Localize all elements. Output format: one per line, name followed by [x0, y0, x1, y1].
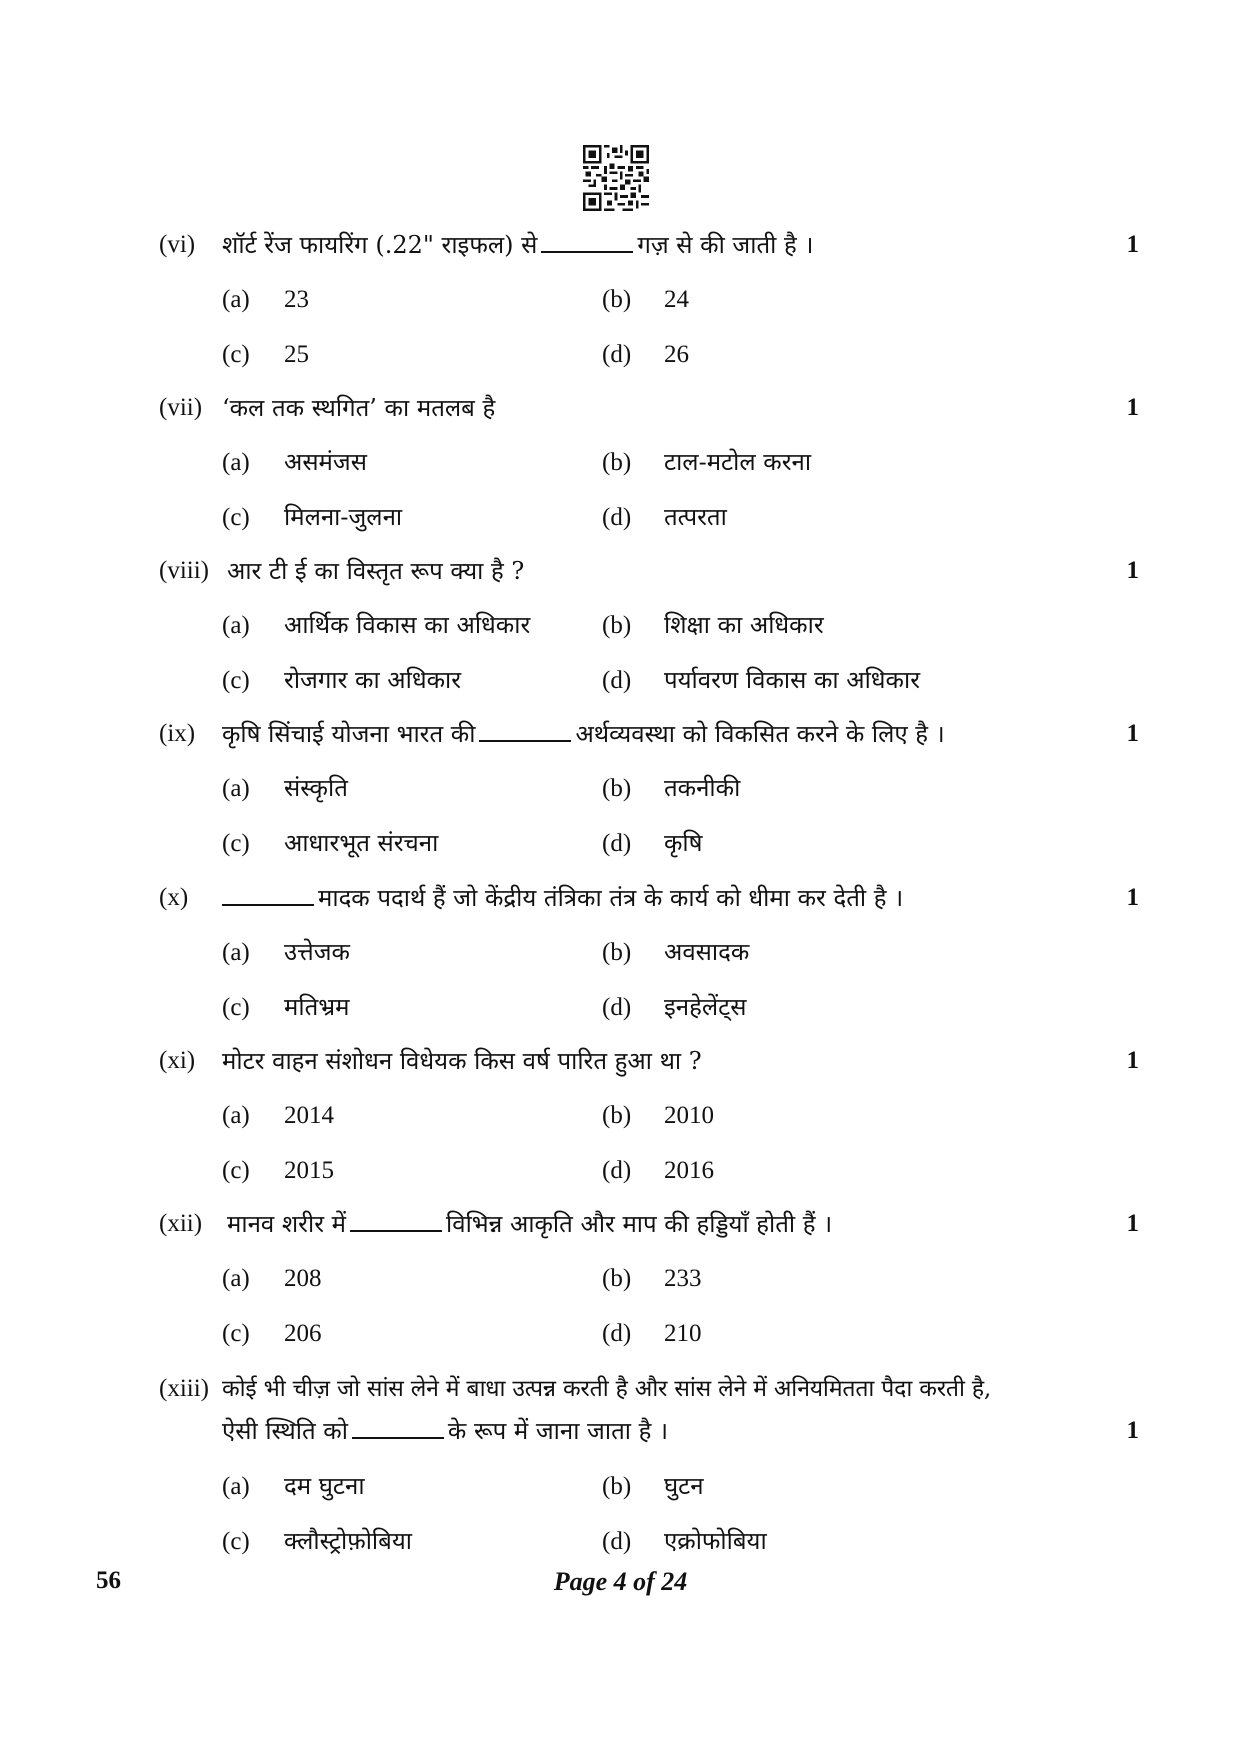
page-number: Page 4 of 24 — [553, 1567, 688, 1596]
question-number: (viii) — [159, 557, 209, 584]
answer-blank — [352, 1415, 444, 1439]
option-c: (c) 25 — [222, 341, 309, 368]
question-text: मोटर वाहन संशोधन विधेयक किस वर्ष पारित हुआ था ? — [222, 1047, 702, 1075]
option-a: (a) असमंजस — [222, 448, 367, 476]
option-a: (a) 208 — [222, 1265, 322, 1292]
question-xi — [159, 1044, 1139, 1078]
option-b: (b) तकनीकी — [602, 774, 741, 802]
option-d: (d) इनहेलेंट्स — [602, 993, 747, 1021]
question-viii — [159, 554, 1139, 588]
answer-blank — [350, 1208, 442, 1232]
option-d: (d) तत्परता — [602, 503, 727, 531]
question-marks: 1 — [1126, 231, 1139, 258]
option-a: (a) 2014 — [222, 1102, 334, 1129]
question-ix — [159, 717, 1139, 751]
question-text-line-1: कोई भी चीज़ जो सांस लेने में बाधा उत्पन्न करती है और सांस लेने में अनियमितता पैदा करती है, — [222, 1376, 992, 1402]
qr-code-icon — [583, 145, 649, 211]
option-d: (d) पर्यावरण विकास का अधिकार — [602, 666, 921, 694]
question-xiii — [159, 1372, 1139, 1452]
answer-blank — [541, 229, 633, 253]
option-b: (b) 233 — [602, 1265, 702, 1292]
option-c: (c) रोजगार का अधिकार — [222, 666, 462, 694]
option-d: (d) एक्रोफोबिया — [602, 1527, 767, 1555]
option-c: (c) 206 — [222, 1320, 322, 1347]
option-b: (b) अवसादक — [602, 938, 750, 966]
option-d: (d) 2016 — [602, 1157, 714, 1184]
question-number: (vii) — [159, 394, 203, 421]
question-vii — [159, 391, 1139, 425]
option-d: (d) 26 — [602, 341, 689, 368]
question-text: शॉर्ट रेंज फायरिंग (.22" राइफल) से गज़ से की जाती है । — [222, 231, 814, 259]
question-marks: 1 — [1126, 394, 1139, 421]
option-c: (c) क्लौस्ट्रोफ़ोबिया — [222, 1527, 412, 1555]
option-a: (a) उत्तेजक — [222, 938, 350, 966]
question-text: आर टी ई का विस्तृत रूप क्या है ? — [227, 557, 525, 585]
option-b: (b) घुटन — [602, 1472, 704, 1500]
option-a: (a) दम घुटना — [222, 1472, 365, 1500]
option-b: (b) टाल-मटोल करना — [602, 448, 812, 476]
question-x — [159, 881, 1139, 915]
answer-blank — [222, 882, 314, 906]
paper-code: 56 — [96, 1567, 121, 1594]
question-number: (xii) — [159, 1210, 203, 1237]
option-a: (a) 23 — [222, 286, 309, 313]
question-text: मादक पदार्थ हैं जो केंद्रीय तंत्रिका तंत्र के कार्य को धीमा कर देती है । — [222, 881, 1102, 915]
option-c: (c) मतिभ्रम — [222, 993, 350, 1021]
question-marks: 1 — [1126, 557, 1139, 584]
question-text: मानव शरीर में विभिन्न आकृति और माप की हड्डियाँ होती हैं । — [227, 1210, 833, 1238]
question-number: (vi) — [159, 231, 196, 258]
option-a: (a) आर्थिक विकास का अधिकार — [222, 611, 531, 639]
question-marks: 1 — [1126, 1210, 1139, 1237]
question-number: (ix) — [159, 720, 196, 747]
question-text-line-2: ऐसी स्थिति को के रूप में जाना जाता है । — [222, 1417, 669, 1445]
option-d: (d) कृषि — [602, 829, 703, 857]
question-marks: 1 — [1126, 884, 1139, 911]
option-b: (b) शिक्षा का अधिकार — [602, 611, 824, 639]
question-vi — [159, 228, 1139, 262]
option-a: (a) संस्कृति — [222, 774, 348, 802]
question-marks: 1 — [1126, 1417, 1139, 1444]
question-text: कृषि सिंचाई योजना भारत की अर्थव्यवस्था को विकसित करने के लिए है । — [222, 720, 945, 748]
question-number: (x) — [159, 884, 189, 911]
question-marks: 1 — [1126, 720, 1139, 747]
question-xii — [159, 1207, 1139, 1241]
option-d: (d) 210 — [602, 1320, 702, 1347]
option-c: (c) मिलना-जुलना — [222, 503, 403, 531]
option-c: (c) 2015 — [222, 1157, 334, 1184]
option-b: (b) 2010 — [602, 1102, 714, 1129]
option-b: (b) 24 — [602, 286, 689, 313]
question-text: ‘कल तक स्थगित’ का मतलब है — [222, 394, 496, 422]
question-marks: 1 — [1126, 1047, 1139, 1074]
answer-blank — [479, 718, 571, 742]
option-c: (c) आधारभूत संरचना — [222, 829, 439, 857]
question-number: (xiii) — [159, 1375, 209, 1402]
question-number: (xi) — [159, 1047, 196, 1074]
